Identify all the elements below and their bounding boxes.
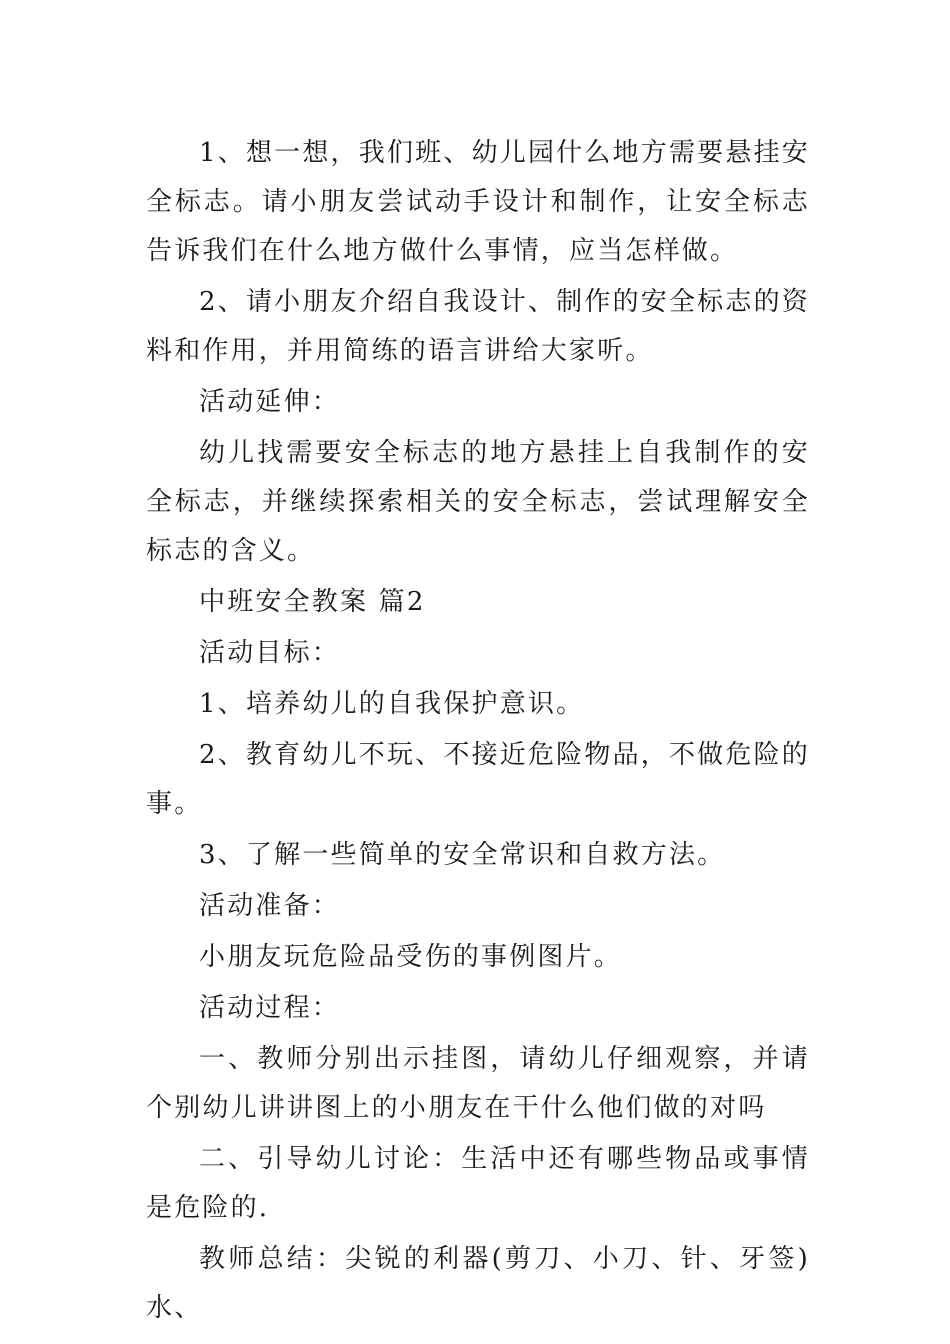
document-body (146, 129, 810, 1335)
heading-activity-extension: 活动延伸： (199, 387, 341, 417)
paragraph-step-2: 2、请小朋友介绍自我设计、制作的安全标志的资料和作用，并用简练的语言讲给大家听。 (146, 287, 810, 366)
heading-lesson-plan-2: 中班安全教案 篇2 (199, 587, 426, 617)
heading-activity-preparation: 活动准备： (199, 891, 341, 921)
goal-item-2: 2、教育幼儿不玩、不接近危险物品，不做危险的事。 (146, 740, 810, 819)
goal-item-1: 1、培养幼儿的自我保护意识。 (199, 689, 585, 719)
paragraph-preparation: 小朋友玩危险品受伤的事例图片。 (199, 942, 623, 972)
process-step-1: 一、教师分别出示挂图，请幼儿仔细观察，并请个别幼儿讲讲图上的小朋友在干什么他们做的对吗 (146, 1044, 810, 1123)
heading-activity-goals: 活动目标： (199, 638, 341, 668)
process-step-2: 二、引导幼儿讨论：生活中还有哪些物品或事情是危险的. (146, 1144, 810, 1223)
teacher-summary: 教师总结：尖锐的利器(剪刀、小刀、针、牙签)水、 (146, 1244, 810, 1323)
paragraph-extension: 幼儿找需要安全标志的地方悬挂上自我制作的安全标志，并继续探索相关的安全标志，尝试理解安全标志的含义。 (146, 438, 810, 566)
paragraph-step-1: 1、想一想，我们班、幼儿园什么地方需要悬挂安全标志。请小朋友尝试动手设计和制作，让安全标志告诉我们在什么地方做什么事情，应当怎样做。 (146, 138, 810, 266)
goal-item-3: 3、了解一些简单的安全常识和自救方法。 (199, 840, 726, 870)
heading-activity-process: 活动过程： (199, 993, 341, 1023)
